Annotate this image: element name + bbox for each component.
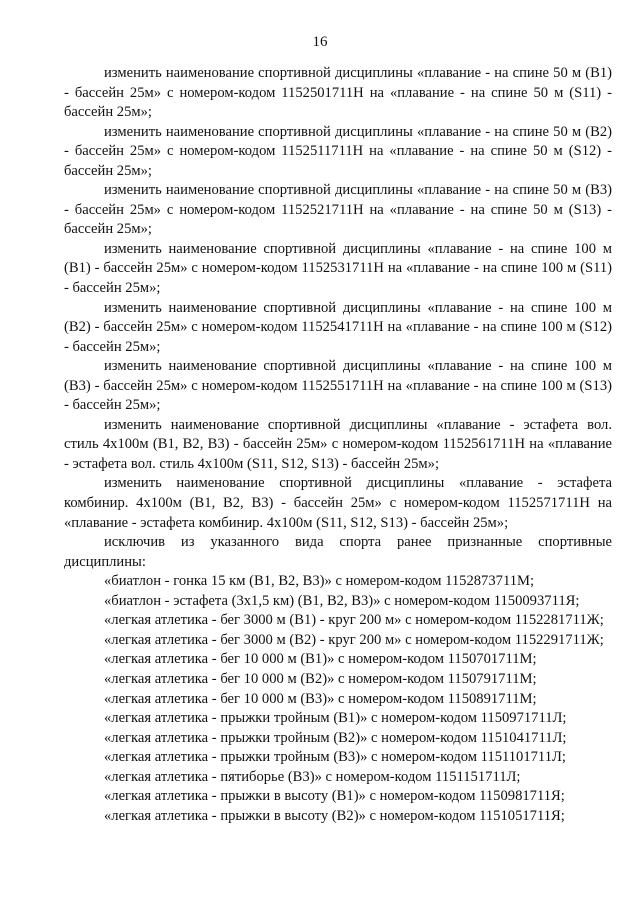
document-body (64, 64, 612, 826)
paragraph-backstroke-100m-b2: изменить наименование спортивной дисциплины «плавание - на спине 100 м (B2) - бассейн 25м» с номером-кодом 1152541711Н на «плавание - на спине 100 м (S12) - бассейн 25м»; (64, 299, 612, 355)
paragraph-freestyle-relay: изменить наименование спортивной дисциплины «плавание - эстафета вол. стиль 4х100м (B1, B2, B3) - бассейн 25м» с номером-кодом 1152561711Н на «плавание - эстафета вол. стиль 4х100м (S11, S12, S13) - бассейн 25м»; (64, 416, 612, 472)
list-item: «легкая атлетика - прыжки в высоту (B1)» с номером-кодом 1150981711Я; (104, 788, 565, 805)
paragraph-backstroke-50m-b1: изменить наименование спортивной дисциплины «плавание - на спине 50 м (B1) - бассейн 25м» с номером-кодом 1152501711Н на «плавание - на спине 50 м (S11) - бассейн 25м»; (64, 65, 612, 121)
list-item: «легкая атлетика - прыжки тройным (B3)» с номером-кодом 1151101711Л; (104, 749, 566, 766)
list-item: «легкая атлетика - прыжки тройным (B2)» с номером-кодом 1151041711Л; (104, 729, 567, 746)
list-item: «биатлон - эстафета (3х1,5 км) (B1, B2, B3)» с номером-кодом 1150093711Я; (104, 592, 580, 609)
list-item: «легкая атлетика - пятиборье (B3)» с номером-кодом 1151151711Л; (104, 768, 521, 785)
paragraph-backstroke-100m-b3: изменить наименование спортивной дисциплины «плавание - на спине 100 м (B3) - бассейн 25м» с номером-кодом 1152551711Н на «плавание - на спине 100 м (S13) - бассейн 25м»; (64, 358, 612, 414)
list-item: «легкая атлетика - бег 10 000 м (B1)» с номером-кодом 1150701711М; (104, 651, 537, 668)
paragraph-backstroke-50m-b2: изменить наименование спортивной дисциплины «плавание - на спине 50 м (B2) - бассейн 25м» с номером-кодом 1152511711Н на «плавание - на спине 50 м (S12) - бассейн 25м»; (64, 123, 612, 179)
paragraph-medley-relay: изменить наименование спортивной дисциплины «плавание - эстафета комбинир. 4х100м (B1, B2, B3) - бассейн 25м» с номером-кодом 1152571711Н на «плавание - эстафета комбинир. 4х100м (S11, S12, S13) - бассейн 25м»; (64, 475, 612, 531)
paragraph-exclusion-intro: исключив из указанного вида спорта ранее признанные спортивные дисциплины: (64, 534, 612, 570)
paragraph-backstroke-100m-b1: изменить наименование спортивной дисциплины «плавание - на спине 100 м (B1) - бассейн 25м» с номером-кодом 1152531711Н на «плавание - на спине 100 м (S11) - бассейн 25м»; (64, 240, 612, 297)
list-item: «легкая атлетика - бег 10 000 м (B2)» с номером-кодом 1150791711М; (104, 670, 537, 687)
paragraph-backstroke-50m-b3: изменить наименование спортивной дисциплины «плавание - на спине 50 м (B3) - бассейн 25м» с номером-кодом 1152521711Н на «плавание - на спине 50 м (S13) - бассейн 25м»; (64, 182, 612, 238)
list-item: «легкая атлетика - бег 3000 м (B1) - круг 200 м» с номером-кодом 1152281711Ж; (104, 612, 604, 629)
list-item: «легкая атлетика - бег 3000 м (B2) - круг 200 м» с номером-кодом 1152291711Ж; (104, 631, 604, 648)
list-item: «легкая атлетика - бег 10 000 м (B3)» с номером-кодом 1150891711М; (104, 690, 537, 707)
list-item: «биатлон - гонка 15 км (B1, B2, B3)» с номером-кодом 1152873711М; (104, 573, 535, 590)
list-item: «легкая атлетика - прыжки тройным (B1)» с номером-кодом 1150971711Л; (104, 710, 567, 727)
list-item: «легкая атлетика - прыжки в высоту (B2)» с номером-кодом 1151051711Я; (104, 807, 565, 824)
page-number: 16 (312, 34, 328, 50)
